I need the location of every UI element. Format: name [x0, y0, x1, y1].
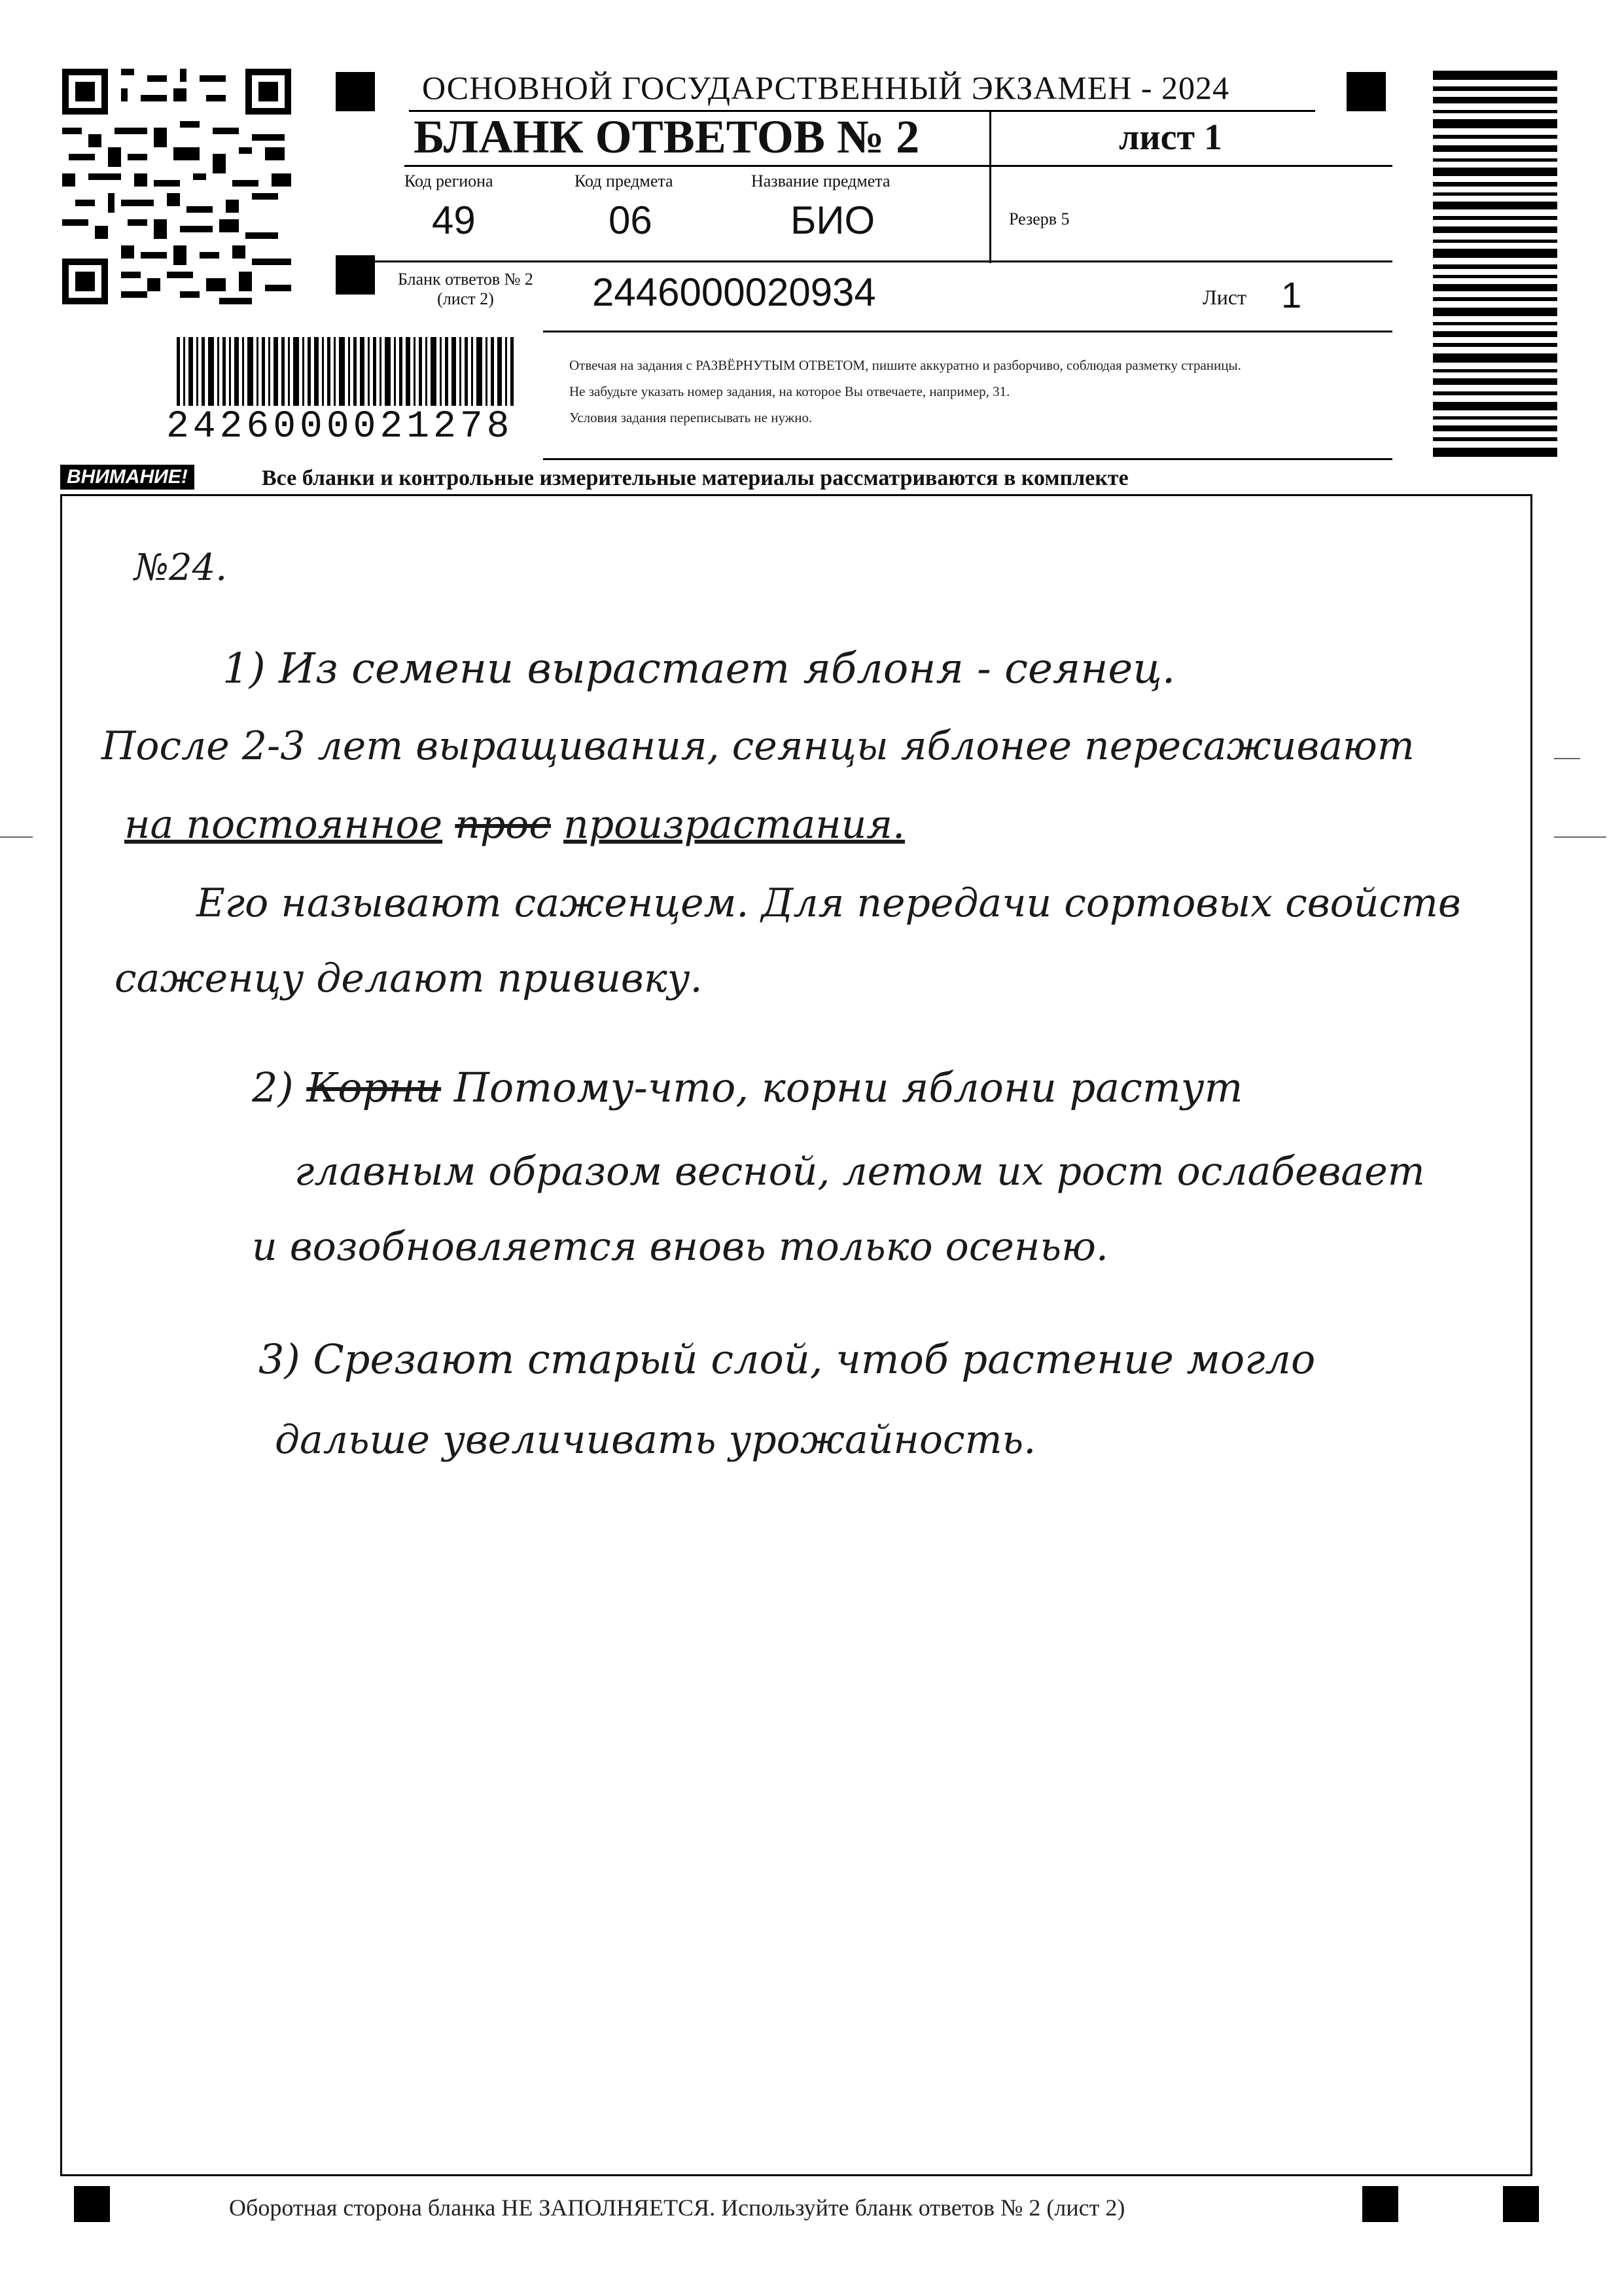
guide-line [1554, 836, 1606, 838]
instruction-line: Условия задания переписывать не нужно. [569, 410, 813, 425]
answer-line: 1) Из семени вырастает яблоня - сеянец. [222, 645, 1176, 693]
answer-line: и возобновляется вновь только осенью. [252, 1224, 1108, 1270]
warning-badge: ВНИМАНИЕ! [60, 465, 194, 490]
answer-line: на постоянное прос произрастания. [124, 802, 906, 848]
answer-line: 2) Корни Потому-что, корни яблони растут [252, 1064, 1243, 1111]
reserve-label: Резерв 5 [1009, 209, 1070, 228]
subject-code-value: 06 [609, 198, 652, 242]
task-number: №24. [134, 547, 228, 589]
instruction-line: Не забудьте указать номер задания, на которое Вы отвечаете, например, 31. [569, 384, 1010, 399]
divider [989, 111, 991, 263]
answer-line: 3) Срезают старый слой, чтоб растение могло [258, 1335, 1316, 1383]
warning-text: Все бланки и контрольные измерительные материалы рассматриваются в комплекте [262, 466, 1129, 490]
subject-name-value: БИО [790, 198, 875, 242]
form-id-value: 2446000020934 [592, 270, 876, 314]
footer-note: Оборотная сторона бланка НЕ ЗАПОЛНЯЕТСЯ. Используйте бланк ответов № 2 (лист 2) [229, 2195, 1125, 2221]
divider [543, 331, 1392, 332]
alignment-marker [1362, 2186, 1398, 2222]
region-code-value: 49 [432, 198, 476, 242]
sheet-number-label: Лист [1203, 285, 1247, 309]
alignment-marker [1503, 2186, 1539, 2222]
divider [366, 260, 1392, 262]
subject-code-label: Код предмета [574, 171, 673, 190]
answer-line: главным образом весной, летом их рост ослабевает [294, 1149, 1425, 1194]
alignment-marker [336, 72, 375, 111]
answer-line: саженцу делают прививку. [115, 956, 703, 1001]
side-barcode [1433, 71, 1557, 457]
form-id-label: Бланк ответов № 2 (лист 2) [398, 270, 533, 308]
barcode-number: 2426000021278 [164, 406, 516, 448]
exam-title: ОСНОВНОЙ ГОСУДАРСТВЕННЫЙ ЭКЗАМЕН - 2024 [422, 69, 1229, 106]
guide-line [0, 836, 33, 838]
subject-name-label: Название предмета [751, 171, 891, 190]
form-title: БЛАНК ОТВЕТОВ № 2 [414, 111, 920, 163]
answer-line: дальше увеличивать урожайность. [275, 1417, 1036, 1463]
qr-code [62, 69, 291, 304]
region-code-label: Код региона [404, 171, 493, 190]
sheet-number-value: 1 [1281, 274, 1302, 315]
answer-line: После 2-3 лет выращивания, сеянцы яблонее пересаживают [101, 723, 1415, 769]
instruction-line: Отвечая на задания с РАЗВЁРНУТЫМ ОТВЕТОМ, пишите аккуратно и разборчиво, соблюдая разметку страницы. [569, 357, 1241, 373]
alignment-marker [74, 2186, 110, 2222]
sheet-title: лист 1 [1119, 117, 1223, 158]
divider [543, 458, 1392, 460]
alignment-marker [1347, 72, 1386, 111]
divider [404, 165, 1392, 167]
instructions [569, 352, 1241, 431]
answer-line: Его называют саженцем. Для передачи сортовых свойств [196, 880, 1461, 926]
guide-line [1554, 758, 1580, 759]
